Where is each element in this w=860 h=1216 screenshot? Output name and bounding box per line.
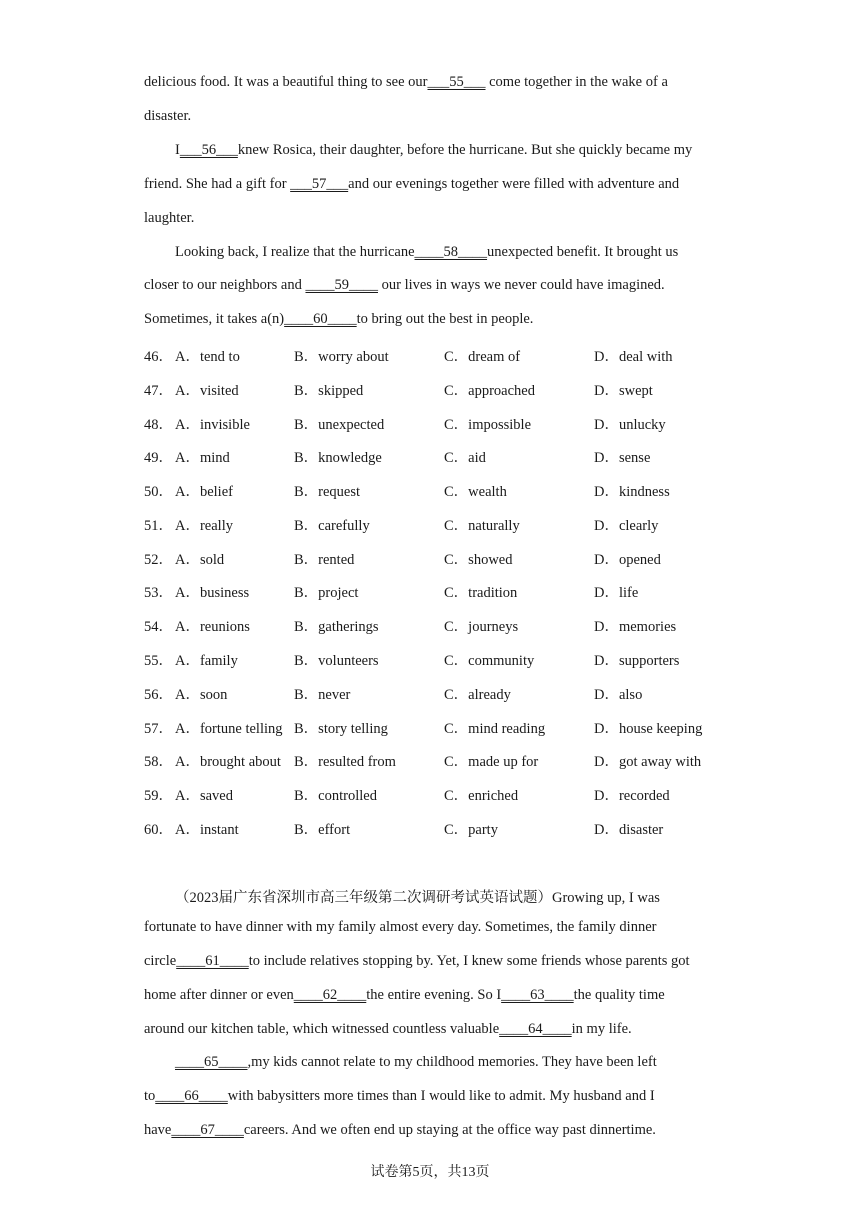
option-a: A．invisible: [175, 417, 250, 433]
text-line: ____65____,my kids cannot relate to my childhood memories. They have been left: [175, 1054, 657, 1070]
question-options-54: [144, 615, 744, 635]
answer-blank: ____63____: [501, 987, 574, 1003]
question-number: 48．: [144, 417, 173, 433]
question-number: 46．: [144, 349, 173, 365]
question-options-51: [144, 514, 744, 534]
option-b: B．worry about: [294, 349, 389, 365]
text-line: circle____61____to include relatives stopping by. Yet, I knew some friends whose parents got: [144, 953, 690, 969]
text-line: Looking back, I realize that the hurricane____58____unexpected benefit. It brought us: [175, 244, 679, 260]
option-a: A．visited: [175, 383, 239, 399]
question-number: 57．: [144, 721, 173, 737]
option-c: C．showed: [444, 552, 513, 568]
question-options-48: [144, 413, 744, 433]
option-a: A．saved: [175, 788, 233, 804]
text-line: to____66____with babysitters more times than I would like to admit. My husband and I: [144, 1088, 655, 1104]
option-b: B．gatherings: [294, 619, 379, 635]
question-options-49: [144, 446, 744, 466]
option-d: D．deal with: [594, 349, 673, 365]
option-d: D．kindness: [594, 484, 670, 500]
option-a: A．sold: [175, 552, 225, 568]
question-options-56: [144, 683, 744, 703]
text-line: fortunate to have dinner with my family almost every day. Sometimes, the family dinner: [144, 919, 657, 935]
answer-blank: ____64____: [499, 1021, 572, 1037]
option-d: D．memories: [594, 619, 677, 635]
option-a: A．tend to: [175, 349, 240, 365]
option-a: A．brought about: [175, 754, 281, 770]
option-b: B．rented: [294, 552, 355, 568]
text-line: delicious food. It was a beautiful thing to see our___55___ come together in the wake of a: [144, 74, 668, 90]
question-options-60: [144, 818, 744, 838]
option-b: B．volunteers: [294, 653, 379, 669]
option-b: B．unexpected: [294, 417, 385, 433]
question-options-59: [144, 784, 744, 804]
answer-blank: ___57___: [290, 176, 349, 192]
option-a: A．mind: [175, 450, 230, 466]
option-a: A．family: [175, 653, 238, 669]
question-options-58: [144, 750, 744, 770]
option-a: A．business: [175, 585, 250, 601]
question-number: 54．: [144, 619, 173, 635]
option-c: C．enriched: [444, 788, 519, 804]
option-a: A．fortune telling: [175, 721, 283, 737]
question-options-50: [144, 480, 744, 500]
option-c: C．mind reading: [444, 721, 546, 737]
question-options-47: [144, 379, 744, 399]
option-a: A．really: [175, 518, 233, 534]
question-options-55: [144, 649, 744, 669]
option-c: C．journeys: [444, 619, 519, 635]
option-d: D．disaster: [594, 822, 664, 838]
option-b: B．knowledge: [294, 450, 382, 466]
question-options-57: [144, 717, 744, 737]
answer-blank: ____60____: [284, 311, 357, 327]
option-b: B．carefully: [294, 518, 370, 534]
option-d: D．also: [594, 687, 643, 703]
option-d: D．sense: [594, 450, 651, 466]
text-line: have____67____careers. And we often end up staying at the office way past dinnertime.: [144, 1122, 656, 1138]
text-line: friend. She had a gift for ___57___and our evenings together were filled with adventure and: [144, 176, 680, 192]
question-number: 50．: [144, 484, 173, 500]
page-footer: 试卷第5页，共13页: [370, 1165, 490, 1180]
option-d: D．clearly: [594, 518, 659, 534]
question-number: 49．: [144, 450, 173, 466]
answer-blank: ____65____: [175, 1054, 248, 1070]
option-c: C．community: [444, 653, 535, 669]
option-a: A．soon: [175, 687, 228, 703]
option-d: D．recorded: [594, 788, 670, 804]
option-a: A．reunions: [175, 619, 250, 635]
question-number: 59．: [144, 788, 173, 804]
option-d: D．swept: [594, 383, 653, 399]
option-b: B．resulted from: [294, 754, 396, 770]
question-options-52: [144, 548, 744, 568]
answer-blank: ____62____: [293, 987, 367, 1003]
answer-blank: ___56___: [179, 142, 238, 158]
question-number: 58．: [144, 754, 173, 770]
question-options-53: [144, 581, 744, 601]
option-b: B．controlled: [294, 788, 377, 804]
text-line: closer to our neighbors and ____59____ our lives in ways we never could have imagined.: [144, 277, 665, 293]
option-d: D．house keeping: [594, 721, 703, 737]
text-line: （2023届广东省深圳市高三年级第二次调研考试英语试题）Growing up, I was: [175, 890, 660, 906]
option-c: C．tradition: [444, 585, 518, 601]
text-line: around our kitchen table, which witnessed countless valuable____64____in my life.: [144, 1021, 632, 1037]
option-c: C．already: [444, 687, 511, 703]
question-options-46: [144, 345, 744, 365]
option-c: C．party: [444, 822, 498, 838]
option-c: C．dream of: [444, 349, 521, 365]
option-d: D．life: [594, 585, 639, 601]
answer-blank: ____66____: [155, 1088, 228, 1104]
option-b: B．request: [294, 484, 361, 500]
option-a: A．instant: [175, 822, 239, 838]
option-b: B．effort: [294, 822, 351, 838]
answer-blank: ____61____: [176, 953, 249, 969]
option-c: C．wealth: [444, 484, 507, 500]
question-number: 52．: [144, 552, 173, 568]
option-a: A．belief: [175, 484, 233, 500]
question-number: 51．: [144, 518, 173, 534]
text-line: I___56___knew Rosica, their daughter, before the hurricane. But she quickly became my: [175, 142, 693, 158]
answer-blank: ____59____: [305, 277, 378, 293]
option-b: B．never: [294, 687, 351, 703]
option-b: B．story telling: [294, 721, 388, 737]
question-number: 55．: [144, 653, 173, 669]
option-d: D．got away with: [594, 754, 702, 770]
question-number: 60．: [144, 822, 173, 838]
option-c: C．naturally: [444, 518, 520, 534]
text-line: laughter.: [144, 210, 195, 226]
question-number: 53．: [144, 585, 173, 601]
option-c: C．approached: [444, 383, 535, 399]
option-b: B．project: [294, 585, 359, 601]
option-c: C．impossible: [444, 417, 532, 433]
question-number: 56．: [144, 687, 173, 703]
text-line: home after dinner or even____62____the entire evening. So I____63____the quality time: [144, 987, 665, 1003]
option-c: C．aid: [444, 450, 486, 466]
text-line: Sometimes, it takes a(n)____60____to bring out the best in people.: [144, 311, 534, 327]
answer-blank: ____58____: [414, 244, 488, 260]
option-d: D．opened: [594, 552, 661, 568]
option-c: C．made up for: [444, 754, 539, 770]
option-d: D．supporters: [594, 653, 680, 669]
text-line: disaster.: [144, 108, 192, 124]
option-d: D．unlucky: [594, 417, 666, 433]
option-b: B．skipped: [294, 383, 364, 399]
answer-blank: ___55___: [427, 74, 486, 90]
question-number: 47．: [144, 383, 173, 399]
answer-blank: ____67____: [171, 1122, 244, 1138]
